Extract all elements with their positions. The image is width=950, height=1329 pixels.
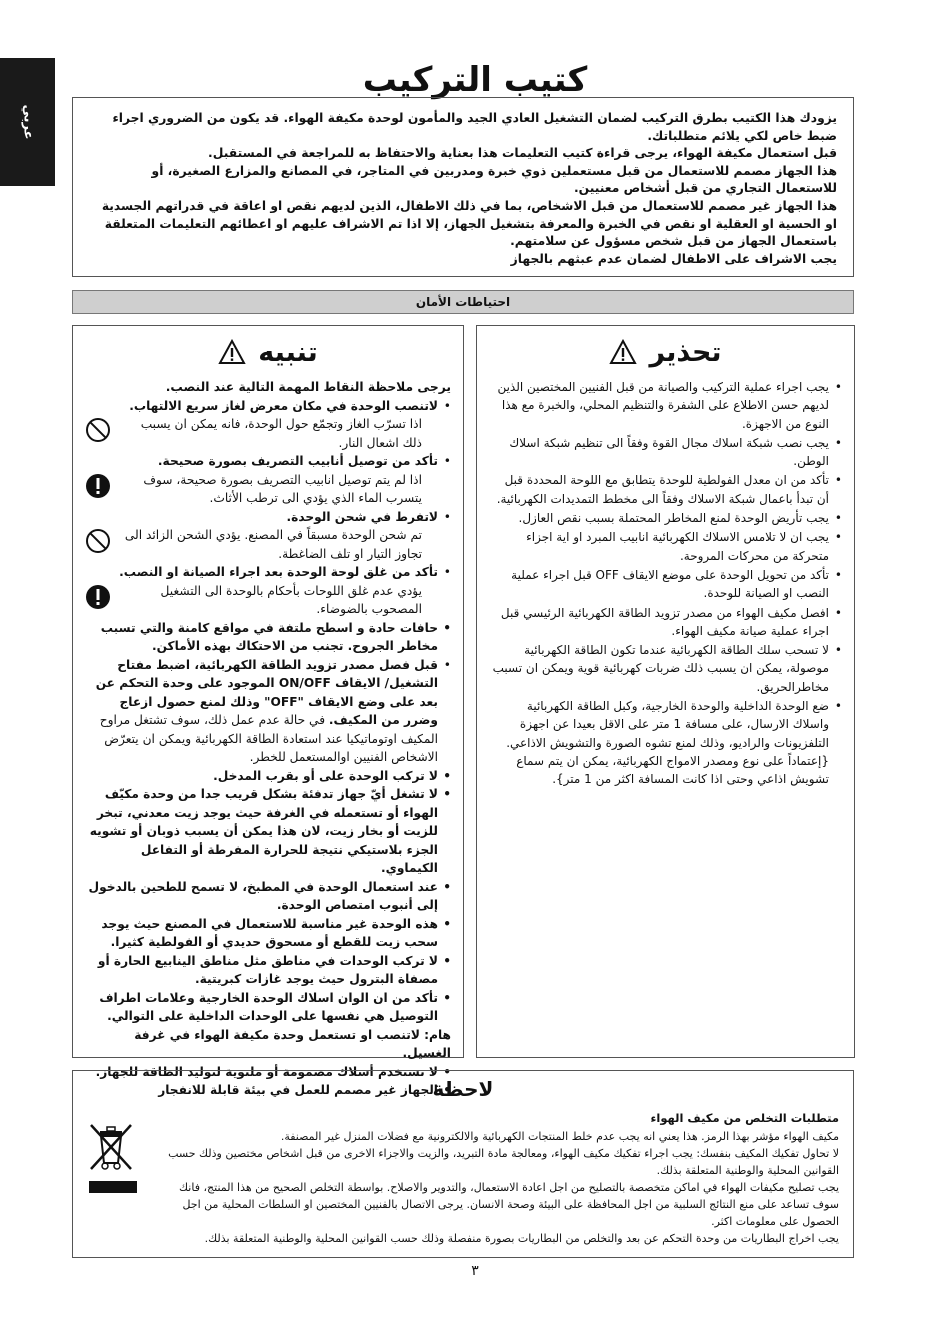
caution-item — [85, 452, 451, 508]
caution-item-detail-text: يؤدي عدم غلق اللوحات بأحكام بالوحدة الى التشغيل المصحوب بالضوضاء. — [160, 583, 422, 616]
note-line: يجب تصليح مكيفات الهواء في اماكن متخصصة بالتصليح من اجل اعادة الاستعمال، والتدوير والاصلاح. بواسطة التخلص الصحيح من هذا المنتج، فانك سوف تساعد على منع النتائج السلبية من اجل المحافظة على البيئة وصحة الانسان. يرجى الاتصال بالفنيين المختصين او السلطات المحلية من اجل الحصول على معلومات اكثر. — [179, 1181, 839, 1228]
note-line: لا تحاول تفكيك المكيف بنفسك: يجب اجراء تفكيك مكيف الهواء، ومعالجة مادة التبريد، والزيت والاجزاء الاخرى من قبل اشخاص مختصين وذلك حسب القوانين المحلية والوطنية المتعلقة بذلك. — [168, 1147, 839, 1177]
caution-list — [85, 397, 451, 1100]
caution-item-detail-text: في حالة عدم عمل ذلك، سوف تشتغل مراوح المكيف اوتوماتيكيا عند استعادة الطاقة الكهربائية ويمكن ان يتعرّض الاشخاص الفنيين اوالمستعمل للخطر. — [99, 713, 438, 764]
caution-item-text: • تأكد من توصيل أنابيب التصريف بصورة صحيحة. — [157, 454, 438, 468]
intro-paragraph: قبل استعمال مكيفة الهواء، يرجى قراءة كتيب التعليمات هذا بعناية والاحتفاظ به للمراجعة في المستقبل. — [208, 146, 837, 161]
warning-item: • افصل مكيف الهواء من مصدر تزويد الطاقة الكهربائية الرئيسي قبل اجراء عملية صيانة مكيف الهواء. — [489, 604, 842, 641]
page-title: كتيب التركيب — [362, 60, 588, 100]
safety-precautions-banner: احتياطات الأمان — [72, 290, 854, 314]
warning-heading — [489, 334, 842, 370]
caution-item: • لا تستخدم أسلاك مضمومة أو ملتوية لتوليد الطاقة للجهاز. — [85, 1063, 451, 1082]
prohibition-icon — [85, 417, 111, 443]
caution-triangle-icon — [218, 339, 246, 365]
weee-bar — [89, 1181, 137, 1193]
caution-heading — [85, 334, 451, 370]
mandatory-icon — [85, 473, 111, 499]
note-subheading: متطلبات التخلص من مكيف الهواء — [650, 1111, 839, 1125]
caution-item: • لا تشغل أيّ جهاز تدفئة بشكل قريب جدا من وحدة مكيّف الهواء أو تستعمله في الغرفة حيث يوجد زيت معدني، تبخر للزيت أو بخار زيت، لان هذا يمكن أن يسبب ذوبان أو تشويه الجزء بلاستيكي نتيجة للحرارة المفرطة أو التفاعل الكيماوي. — [85, 785, 451, 878]
warning-triangle-icon — [609, 339, 637, 365]
caution-item-detail — [85, 526, 438, 563]
caution-item-detail — [85, 582, 438, 619]
disposal-note-box — [72, 1070, 854, 1258]
language-tab-label: عربي — [20, 104, 35, 140]
caution-item-text: قبل فصل مصدر تزويد الطاقة الكهربائية، اضبط مفتاح التشغيل/ الايقاف ON/OFF الموجود على وحدة التحكم عن بعد على وضع الايقاف "OFF" وذلك لمنع حصول ازعاج وضرر من المكيف. — [95, 657, 438, 727]
note-line: يجب اخراج البطاريات من وحدة التحكم عن بعد والتخلص من البطاريات بصورة منفصلة وذلك حسب القوانين المحلية والوطنية المتعلقة بذلك. — [204, 1232, 839, 1245]
caution-intro: يرجى ملاحظة النقاط المهمة التالية عند النصب. — [165, 380, 451, 394]
intro-paragraph: يزودك هذا الكتيب بطرق التركيب لضمان التشغيل العادي الجيد والمأمون لوحدة مكيفة الهواء. قد يكون من الضروري اجراء ضبط خاص لكي يلائم متطلباتك. — [112, 111, 837, 143]
weee-crossed-bin-icon — [85, 1121, 137, 1193]
caution-section — [72, 325, 464, 1097]
caution-item-detail-text: اذا لم يتم توصيل انابيب التصريف بصورة صحيحة، سوف يتسرب الماء الذي يؤدي الى ترطب الأثاث. — [143, 472, 422, 505]
intro-box — [72, 97, 854, 277]
caution-item: • تأكد من ان الوان اسلاك الوحدة الخارجية وعلامات اطراف التوصيل هي نفسها على الوحدات الداخلية على التوالي. — [85, 989, 451, 1026]
caution-item — [85, 508, 451, 564]
caution-item: • حافات حادة و اسطح ملتفة في مواقع كامنة والتي تسبب مخاطر الجروح. تجنب من الاحتكاك بهذه الأماكن. — [85, 619, 451, 656]
warning-item: • يجب تأريض الوحدة لمنع المخاطر المحتملة بسبب نقص العازل. — [489, 509, 842, 527]
prohibition-icon — [85, 528, 111, 554]
caution-item-text: • لاتنصب الوحدة في مكان معرض لغاز سريع الالتهاب. — [129, 398, 438, 413]
note-title: لاحظة — [432, 1077, 494, 1101]
warning-item: • تأكد من تحويل الوحدة على موضع الايقاف OFF قبل اجراء عملية النصب او الصيانة للوحدة. — [489, 566, 842, 603]
crossed-bin-icon — [85, 1121, 137, 1173]
note-line: مكيف الهواء مؤشر بهذا الرمز. هذا يعني انه يجب عدم خلط المنتجات الكهربائية والالكترونية مع فضلات المنزل غير المصنفة. — [280, 1130, 839, 1143]
warning-item: • تأكد من ان معدل الفولطية للوحدة يتطابق مع اللوحة المحددة قبل أن تبدأ باعمال شبكة الاسلاك وفقاً الى مخطط التمديدات الكهربائية. — [489, 471, 842, 508]
caution-item — [85, 563, 451, 619]
caution-item — [85, 397, 451, 453]
warning-item: • ضع الوحدة الداخلية والوحدة الخارجية، وكبل الطاقة الكهربائية واسلاك الارسال، على مسافة 1 متر على الاقل بعيدا عن اجهزة التلفزيونات والراديو، وذلك لمنع تشوه الصورة والتشويش الاذاعي. {إعتماداً على نوع ومصدر الامواج الكهربائية، يمكن ان يتم سماع تشويش اذاعي وحتى اذا كانت المسافة اكثر من 1 متر}. — [489, 697, 842, 788]
caution-item-detail-text: اذا تسرّب الغاز وتجمّع حول الوحدة، فانه يمكن ان يسبب ذلك اشعال النار. — [140, 417, 422, 450]
caution-item-text: • لاتفرط في شحن الوحدة. — [286, 509, 438, 524]
caution-item: • هذه الوحدة غير مناسبة للاستعمال في المصنع حيث يوجد سحب زيت للقطع أو مسحوق حديدي أو الفولطية كثيرا. — [85, 915, 451, 952]
caution-item: • الجهاز غير مصمم للعمل في بيئة قابلة للانفجار — [85, 1081, 451, 1100]
warning-item: • لا تسحب سلك الطاقة الكهربائية عندما تكون الطاقة الكهربائية موصولة، يمكن ان يسبب ذلك ضربات كهربائية قوية ويمكن ان تسبب مخاطرالحريق. — [489, 641, 842, 696]
caution-item: • لا تركب الوحدات في مناطق مثل مناطق الينابيع الحارة أو مصفاة البترول حيث يوجد غازات كبريتية. — [85, 952, 451, 989]
caution-item: • لا تركب الوحدة على أو بقرب المدخل. — [85, 767, 451, 786]
caution-item: • عند استعمال الوحدة في المطبخ، لا تسمح للطحين بالدخول إلى أنبوب امتصاص الوحدة. — [85, 878, 451, 915]
caution-item: هام: لاتنصب او تستعمل وحدة مكيفة الهواء في غرفة الغسيل. — [134, 1027, 451, 1060]
warning-section — [476, 325, 855, 1058]
caution-item-detail — [85, 471, 438, 508]
caution-title: تنبيه — [258, 336, 318, 368]
warning-title: تحذير — [649, 336, 722, 368]
intro-paragraph: هذا الجهاز غير مصمم للاستعمال من قبل الاشخاص، بما في ذلك الاطفال، الذين لديهم نقص او اعاقة في قدراتهم الجسدية او الحسية او العقلية او نقص في الخبرة والمعرفة بتشغيل الجهاز، إلا اذا تم الاشراف عليهم او اعطائهم التعليمات المتعلقة باستعمال الجهاز من قبل شخص مسؤول عن سلامتهم. — [101, 198, 837, 249]
warning-item: • يجب نصب شبكة اسلاك مجال القوة وفقاً الى تنظيم شبكة اسلاك الوطن. — [489, 434, 842, 471]
warning-list — [489, 378, 842, 789]
caution-item-detail-text: تم شحن الوحدة مسبقاً في المصنع. يؤدي الشحن الزائد الى تجاوز التيار او تلف الضاغطة. — [124, 528, 422, 561]
mandatory-icon — [85, 584, 111, 610]
page-number: ٣ — [471, 1263, 479, 1279]
warning-item: • يجب ان لا تلامس الاسلاك الكهربائية انابيب المبرد او اية اجزاء متحركة من محركات المروحة. — [489, 528, 842, 565]
intro-paragraph: يجب الاشراف على الاطفال لضمان عدم عبثهم بالجهاز — [510, 251, 837, 266]
intro-paragraph: هذا الجهاز مصمم للاستعمال من قبل مستعملين ذوي خبرة ومدربين في المتاجر، في المصانع والمزارع الصغيرة، أو للاستعمال التجاري من قبل أشخاص معنيين. — [151, 163, 837, 196]
caution-item — [85, 656, 451, 767]
caution-item-detail — [85, 415, 438, 452]
caution-item-text: • تأكد من غلق لوحة الوحدة بعد اجراء الصيانة او النصب. — [119, 565, 438, 579]
warning-item: • يجب اجراء عملية التركيب والصيانة من قبل الفنيين المختصين الذين لديهم حسن الاطلاع على الشفرة والتنظيم المحلي، والخبرة مع هذا النوع من الاجهزة. — [489, 378, 842, 433]
